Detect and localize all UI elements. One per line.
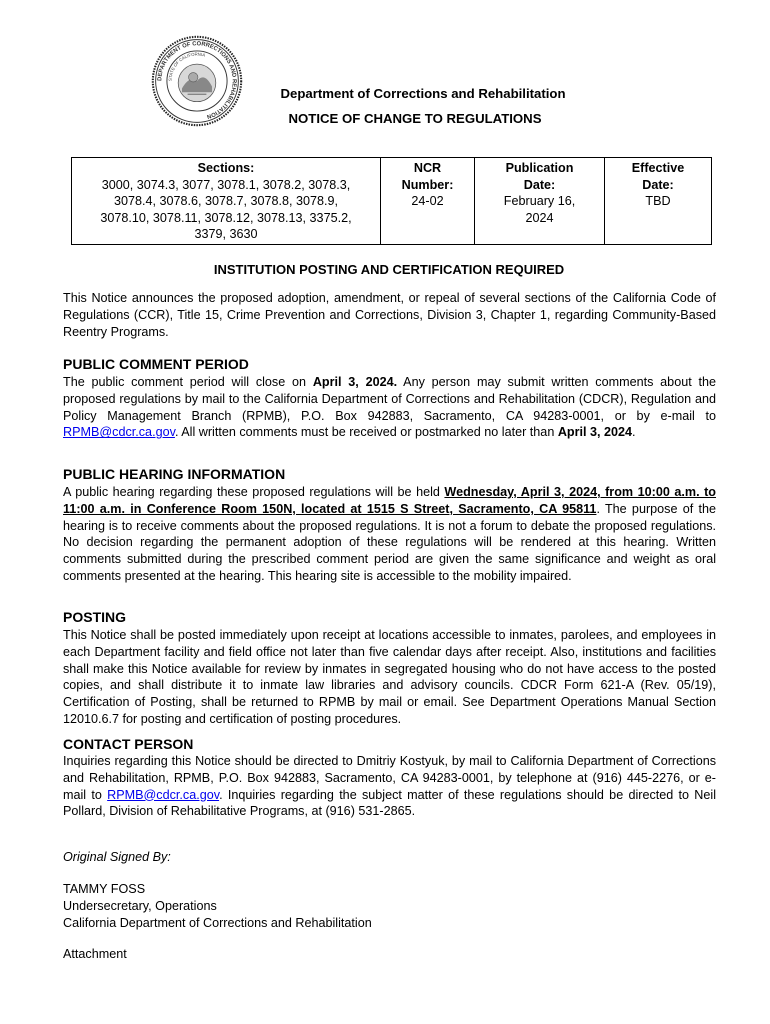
- svg-text:DEPARTMENT OF CORRECTIONS AND: DEPARTMENT OF CORRECTIONS AND REHABILITATION: [157, 41, 237, 120]
- sections-line: 3078.4, 3078.6, 3078.7, 3078.8, 3078.9,: [113, 194, 339, 208]
- publication-label: Publication: [505, 161, 574, 175]
- postmark-date: April 3, 2024: [557, 425, 633, 440]
- text-run: .: [632, 425, 636, 440]
- sections-label: Sections:: [197, 161, 255, 175]
- public-hearing-paragraph: [63, 484, 716, 585]
- svg-text:STATE OF CALIFORNIA: STATE OF CALIFORNIA: [167, 51, 206, 82]
- text-run: The public comment period will close on: [63, 375, 313, 389]
- signer-title: Undersecretary, Operations: [63, 898, 217, 913]
- text-run: A public hearing regarding these proposed regulations will be held: [63, 485, 445, 499]
- signer-name: TAMMY FOSS: [63, 882, 146, 896]
- text-run: Inquiries regarding this Notice should be directed to Dmitriy Kostyuk, by mail to California Department of Corrections and Rehabilitation, RPMB, P.O. Box 942883, Sacramento, CA 94283-0001, by telephone at (916) 445-2276, or e-mail to: [63, 754, 716, 802]
- effective-cell: [605, 158, 712, 245]
- ncr-label: NCR: [413, 161, 442, 175]
- effective-value: TBD: [645, 194, 671, 208]
- text-run: . Inquiries regarding the subject matter of these regulations should be directed to Neil Pollard, Division of Rehabilitative Programs, at (916) 531-2865.: [63, 787, 716, 819]
- sections-cell: [72, 158, 381, 245]
- rpmb-email-link[interactable]: RPMB@cdcr.ca.gov: [63, 425, 175, 440]
- department-title: Department of Corrections and Rehabilitation: [280, 86, 566, 101]
- sections-line: 3379, 3630: [194, 227, 258, 241]
- public-comment-paragraph: [63, 374, 716, 441]
- publication-cell: [475, 158, 605, 245]
- ncr-label: Number:: [401, 177, 454, 192]
- publication-value: 2024: [525, 210, 554, 225]
- hearing-date-location: Wednesday, April 3, 2024, from 10:00 a.m. to 11:00 a.m. in Conference Room 150N, located at 1515 S Street, Sacramento, CA 95811: [63, 485, 716, 516]
- publication-label: Date:: [523, 177, 556, 192]
- effective-label: Effective: [631, 161, 685, 175]
- regulation-info-table: [71, 157, 712, 245]
- rpmb-email-link[interactable]: RPMB@cdcr.ca.gov: [107, 787, 220, 802]
- publication-value: February 16,: [503, 194, 576, 208]
- institution-posting-heading: INSTITUTION POSTING AND CERTIFICATION REQUIRED: [213, 262, 565, 277]
- close-date: April 3, 2024.: [312, 375, 398, 389]
- contact-person-heading: CONTACT PERSON: [63, 736, 194, 752]
- public-comment-heading: PUBLIC COMMENT PERIOD: [63, 356, 249, 372]
- posting-heading: POSTING: [63, 609, 127, 625]
- text-run: Any person may submit written comments about the proposed regulations by mail to the California Department of Corrections and Rehabilitation (CDCR), Regulation and Policy Management Branch (RPMB), P.O. Box 942883, Sacramento, CA 94283-0001, or by e-mail to: [63, 375, 716, 423]
- ncr-value: 24-02: [411, 194, 444, 208]
- signature-block: [63, 881, 372, 931]
- public-hearing-heading: PUBLIC HEARING INFORMATION: [63, 466, 286, 482]
- original-signed-label: Original Signed By:: [63, 850, 171, 864]
- ncr-cell: [381, 158, 475, 245]
- attachment-label: Attachment: [63, 947, 127, 961]
- notice-title: NOTICE OF CHANGE TO REGULATIONS: [288, 111, 542, 126]
- effective-label: Date:: [642, 177, 674, 192]
- text-run: . All written comments must be received or postmarked no later than: [174, 425, 558, 440]
- signer-organization: California Department of Corrections and Rehabilitation: [63, 915, 372, 930]
- contact-paragraph: [63, 753, 716, 820]
- intro-paragraph: This Notice announces the proposed adoption, amendment, or repeal of several sections of the California Code of Regulations (CCR), Title 15, Crime Prevention and Corrections, Division 3, Chapter 1, regarding Community-Based Reentry Programs.: [63, 291, 716, 339]
- text-run: . The purpose of the hearing is to receive comments about the proposed regulations. It is not a forum to debate the proposed regulations. No decision regarding the permanent adoption of these regulations will be rendered at this hearing. Written comments submitted during the prescribed comment period are given the same significance and weight as oral comments presented at the hearing. This hearing site is accessible to the mobility impaired.: [63, 501, 716, 583]
- sections-line: 3078.10, 3078.11, 3078.12, 3078.13, 3375.2,: [100, 210, 352, 225]
- sections-line: 3000, 3074.3, 3077, 3078.1, 3078.2, 3078.3,: [101, 177, 351, 192]
- posting-paragraph: This Notice shall be posted immediately upon receipt at locations accessible to inmates, parolees, and employees in each Department facility and field office not later than five calendar days after receipt. Also, institutions and facilities shall make this Notice available for review by inmates in segregated housing who do not have access to the posted copies, and shall distribute it to inmate law libraries and advisory councils. CDCR Form 621-A (Rev. 05/19), Certification of Posting, shall be returned to RPMB by mail or email. See Department Operations Manual Section 12010.6.7 for posting and certification of posting procedures.: [63, 628, 716, 726]
